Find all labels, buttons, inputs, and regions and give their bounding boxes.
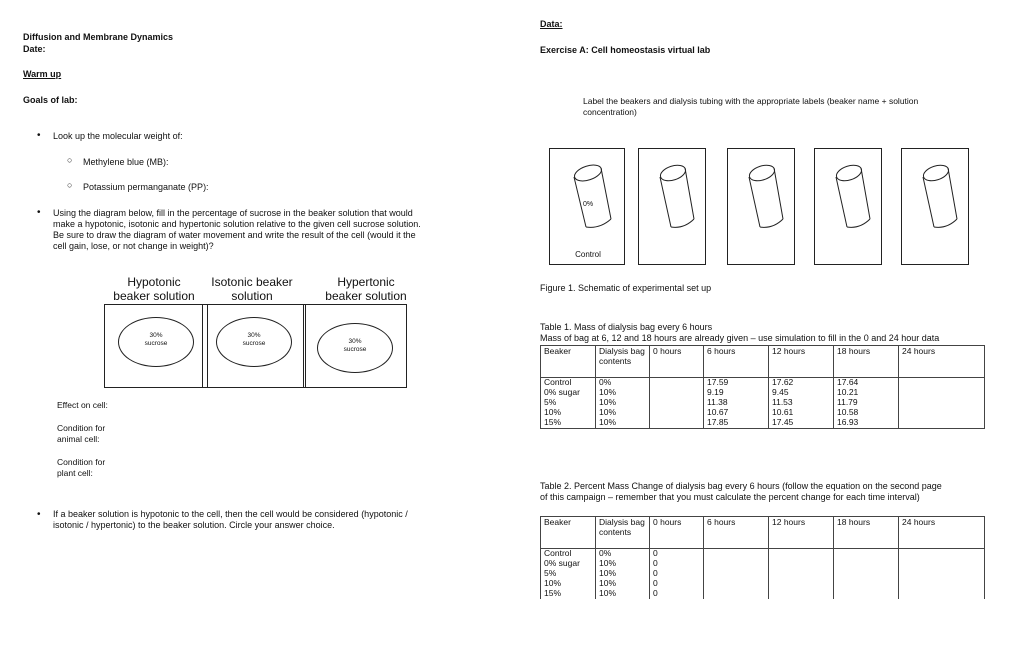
header-cell: 18 hours: [834, 346, 899, 378]
cell-circle: 30% sucrose: [317, 323, 393, 373]
table2-caption: Table 2. Percent Mass Change of dialysis bag every 6 hours (follow the equation on the second page of this campaign – remember that you must calculate the percent change for each time interval): [540, 481, 942, 502]
figure-caption: Figure 1. Schematic of experimental set up: [540, 283, 712, 293]
table-row: 10% 10% 10.67 10.61 10.58: [541, 408, 985, 418]
text-line: isotonic / hypertonic) to the beaker solution. Circle your answer choice.: [53, 520, 335, 530]
text-line: If a beaker solution is hypotonic to the cell, then the cell would be considered (hypotonic /: [53, 509, 408, 519]
table-row: 0% sugar 10% 0: [541, 559, 985, 569]
beaker-frame-4: [814, 148, 882, 265]
hypertonic-beaker-box: [303, 304, 407, 388]
plant-label: Condition for plant cell:: [57, 457, 106, 478]
header-cell: Dialysis bag contents: [596, 346, 650, 378]
beaker-name: Control: [575, 250, 601, 259]
bullet-dot: •: [37, 509, 41, 520]
header-cell: 24 hours: [899, 517, 985, 549]
beaker-frame-3: [727, 148, 795, 265]
header-cell: 18 hours: [834, 517, 899, 549]
beaker-frame-1: [549, 148, 625, 265]
sub-bullet-circle: ○: [67, 180, 73, 190]
table-row: 5% 10% 11.38 11.53 11.79: [541, 398, 985, 408]
table-row: 10% 10% 0: [541, 579, 985, 589]
table-row: Control 0% 17.59 17.62 17.64: [541, 378, 985, 388]
table2: [540, 516, 985, 599]
beaker-drawing: [815, 149, 883, 266]
animal-label: Condition for animal cell:: [57, 423, 106, 444]
exercise-heading: Exercise A: Cell homeostasis virtual lab: [540, 45, 711, 55]
hypertonic-label: Hypertonic beaker solution: [325, 275, 407, 303]
date-label: Date:: [23, 44, 46, 54]
hypotonic-label: Hypotonic beaker solution: [113, 275, 195, 303]
table-row: 5% 10% 0: [541, 569, 985, 579]
hypotonic-beaker-box: [104, 304, 208, 388]
beaker-concentration: 0%: [582, 201, 594, 208]
bullet2-paragraph: [53, 208, 421, 252]
header-cell: 6 hours: [704, 346, 769, 378]
header-cell: Beaker: [541, 517, 596, 549]
header-cell: 6 hours: [704, 517, 769, 549]
header-cell: Beaker: [541, 346, 596, 378]
header-cell: 0 hours: [650, 346, 704, 378]
warmup-heading: Warm up: [23, 69, 62, 79]
beaker-frame-2: [638, 148, 706, 265]
header-cell: 24 hours: [899, 346, 985, 378]
table1-subcaption: Mass of bag at 6, 12 and 18 hours are already given – use simulation to fill in the 0 and 24 hour data: [540, 333, 940, 343]
sub-bullet-circle: ○: [67, 155, 73, 165]
instruction-text: Label the beakers and dialysis tubing with the appropriate labels (beaker name + solution concentration): [583, 96, 919, 117]
table-row: 15% 10% 17.85 17.45 16.93: [541, 418, 985, 428]
header-cell: Dialysis bag contents: [596, 517, 650, 549]
table-row: 15% 10% 0: [541, 589, 985, 599]
bullet-dot: •: [37, 207, 41, 218]
data-heading: Data:: [540, 19, 563, 29]
isotonic-label: Isotonic beaker solution: [211, 275, 293, 303]
table1-caption: Table 1. Mass of dialysis bag every 6 hours: [540, 322, 713, 332]
header-cell: 0 hours: [650, 517, 704, 549]
isotonic-beaker-box: [202, 304, 306, 388]
cell-circle: 30% sucrose: [216, 317, 292, 367]
sub2-text: Potassium permanganate (PP):: [83, 182, 209, 192]
bullet1-text: Look up the molecular weight of:: [53, 131, 183, 141]
text-line: Using the diagram below, fill in the percentage of sucrose in the beaker solution that would: [53, 208, 413, 218]
sub1-text: Methylene blue (MB):: [83, 157, 169, 167]
text-line: make a hypotonic, isotonic and hypertonic solution relative to the given cell sucrose solution.: [53, 219, 421, 229]
beaker-drawing: [902, 149, 970, 266]
beaker-drawing: [728, 149, 796, 266]
page-title: Diffusion and Membrane Dynamics: [23, 32, 174, 42]
header-cell: 12 hours: [769, 346, 834, 378]
goals-heading: Goals of lab:: [23, 95, 78, 105]
text-line: Be sure to draw the diagram of water movement and write the result of the cell (would it the: [53, 230, 416, 240]
bullet-dot: •: [37, 130, 41, 141]
beaker-drawing: [639, 149, 707, 266]
table-row: 0% sugar 10% 9.19 9.45 10.21: [541, 388, 985, 398]
beaker-frame-5: [901, 148, 969, 265]
table-row: Control 0% 0: [541, 549, 985, 559]
header-cell: 12 hours: [769, 517, 834, 549]
cell-circle: 30% sucrose: [118, 317, 194, 367]
table1: [540, 345, 985, 429]
bullet3-paragraph: [53, 509, 408, 531]
effect-label: Effect on cell:: [57, 400, 108, 410]
table1-header-row: [541, 346, 985, 378]
text-line: cell gain, lose, or not change in weight)?: [53, 241, 214, 251]
table2-header-row: [541, 517, 985, 549]
